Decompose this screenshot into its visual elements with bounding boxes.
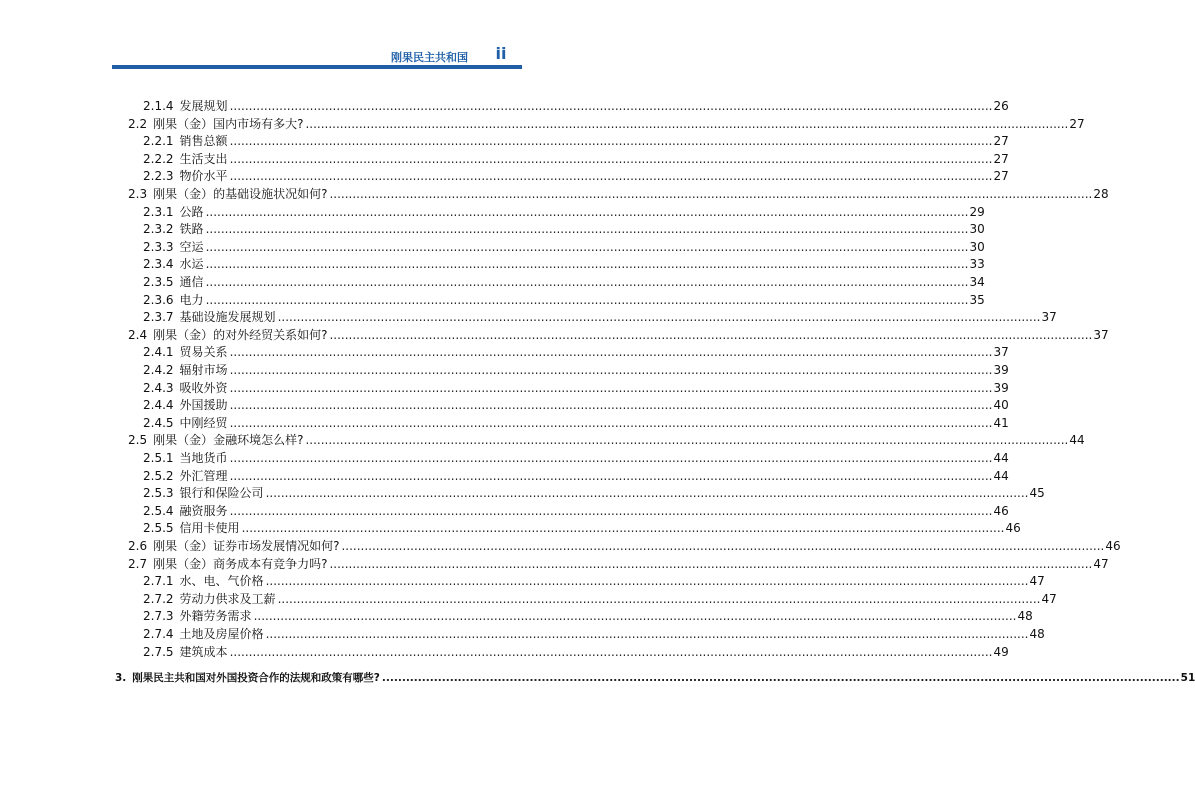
toc-entry-title: 外汇管理 — [179, 468, 228, 483]
toc-entry-number: 2.3.4 — [143, 257, 174, 272]
toc-entry-page: 35 — [969, 292, 985, 307]
toc-entry-title: 中刚经贸 — [179, 415, 228, 430]
toc-entry-title: 刚果（金）商务成本有竞争力吗? — [153, 556, 328, 571]
toc-leader-dots: ........................................................................................................................................................................................................ — [329, 187, 1093, 201]
toc-entry-title: 发展规划 — [179, 99, 228, 113]
toc-leader-dots: ........................................................................................................................................................................................................ — [229, 169, 993, 184]
toc-entry-number: 2.7.1 — [143, 574, 174, 589]
toc-entry-page: 26 — [993, 99, 1009, 113]
toc-entry-title: 信用卡使用 — [179, 521, 240, 536]
toc-entry-number: 2.3.6 — [143, 292, 174, 307]
toc-entry-title: 辐射市场 — [179, 363, 228, 377]
toc-entry-number: 2.4.1 — [143, 345, 174, 360]
toc-entry-title: 铁路 — [179, 222, 204, 237]
toc-entry-title: 刚果（金）国内市场有多大? — [153, 116, 304, 131]
toc-entry-number: 2.3.2 — [143, 222, 174, 237]
toc-entry-number: 2.4 — [128, 327, 148, 342]
toc-entry-page: 30 — [969, 222, 985, 237]
toc-entry-title: 物价水平 — [179, 169, 228, 184]
toc-entry-title: 建筑成本 — [179, 644, 228, 659]
toc-leader-dots: ........................................................................................................................................................................................................ — [205, 222, 969, 237]
toc-entry-title: 劳动力供求及工薪 — [179, 591, 276, 606]
toc-leader-dots: ........................................................................................................................................................................................................ — [229, 415, 993, 430]
toc-entry-title: 刚果（金）金融环境怎么样? — [153, 433, 304, 448]
toc-entry-number: 2.7 — [128, 556, 148, 571]
toc-entry[interactable] — [143, 342, 1009, 360]
toc-entry-page: 49 — [993, 644, 1009, 659]
toc-entry[interactable] — [128, 325, 1109, 342]
toc-leader-dots: ........................................................................................................................................................................................................ — [341, 539, 1105, 553]
toc-leader-dots: ........................................................................................................................................................................................................ — [229, 398, 993, 413]
toc-entry-number: 2.4.3 — [143, 380, 174, 395]
toc-entry-number: 2.3.7 — [143, 310, 174, 325]
toc-entry-page: 48 — [1017, 609, 1033, 624]
toc-leader-dots: ........................................................................................................................................................................................................ — [205, 204, 969, 219]
toc-entry-number: 2.5.4 — [143, 503, 174, 518]
toc-entry-page: 41 — [993, 415, 1009, 430]
toc-entry[interactable] — [115, 668, 1195, 685]
toc-leader-dots: ........................................................................................................................................................................................................ — [205, 239, 969, 254]
toc-entry-page: 44 — [993, 451, 1009, 465]
toc-entry-page: 37 — [1093, 327, 1109, 342]
toc-leader-dots: ........................................................................................................................................................................................................ — [265, 627, 1029, 641]
toc-entry-page: 33 — [969, 257, 985, 272]
toc-entry[interactable] — [143, 483, 1045, 501]
toc-entry-title: 水、电、气价格 — [179, 574, 264, 589]
toc-entry-page: 45 — [1029, 486, 1045, 501]
toc-entry-number: 2.7.5 — [143, 644, 174, 659]
toc-entry-number: 2.5.3 — [143, 486, 174, 501]
toc-entry-page: 48 — [1029, 627, 1045, 641]
toc-leader-dots: ........................................................................................................................................................................................................ — [265, 574, 1029, 589]
header-title: 刚果民主共和国 — [391, 51, 468, 64]
toc-entry-number: 2.3.5 — [143, 275, 174, 289]
toc-entry[interactable] — [128, 554, 1109, 571]
toc-leader-dots: ........................................................................................................................................................................................................ — [229, 151, 993, 166]
toc-entry-page: 40 — [993, 398, 1009, 413]
toc-entry[interactable] — [143, 166, 1009, 184]
toc-entry[interactable] — [143, 219, 985, 237]
toc-leader-dots: ........................................................................................................................................................................................................ — [205, 292, 969, 307]
toc-leader-dots: ........................................................................................................................................................................................................ — [205, 275, 969, 289]
toc-entry-number: 2.3 — [128, 187, 148, 201]
toc-leader-dots: ........................................................................................................................................................................................................ — [229, 345, 993, 360]
toc-leader-dots: ........................................................................................................................................................................................................ — [229, 134, 993, 149]
toc-entry-title: 通信 — [179, 275, 204, 289]
toc-entry-number: 2.7.2 — [143, 591, 174, 606]
header-rule — [112, 65, 522, 69]
toc-entry-page: 27 — [1069, 116, 1085, 131]
toc-entry[interactable] — [143, 378, 1009, 395]
toc-entry-page: 39 — [993, 363, 1009, 377]
toc-entry[interactable] — [143, 413, 1009, 430]
toc-entry[interactable] — [143, 290, 985, 307]
toc-entry-number: 2.4.2 — [143, 363, 174, 377]
toc-entry[interactable] — [143, 131, 1009, 149]
toc-entry[interactable] — [143, 518, 1021, 536]
toc-leader-dots: ........................................................................................................................................................................................................ — [265, 486, 1029, 501]
toc-entry-number: 2.2.1 — [143, 134, 174, 149]
toc-entry-number: 2.2.2 — [143, 151, 174, 166]
toc-entry-title: 刚果（金）的基础设施状况如何? — [153, 187, 328, 201]
toc-entry[interactable] — [143, 642, 1009, 659]
toc-entry-number: 2.2 — [128, 116, 148, 131]
toc-leader-dots: ........................................................................................................................................................................................................ — [229, 468, 993, 483]
toc-entry-page: 27 — [993, 169, 1009, 184]
toc-entry-number: 2.5.5 — [143, 521, 174, 536]
toc-entry-page: 47 — [1041, 591, 1057, 606]
toc-leader-dots: ........................................................................................................................................................................................................ — [329, 327, 1093, 342]
toc-entry[interactable] — [143, 606, 1033, 624]
toc-entry-title: 基础设施发展规划 — [179, 310, 276, 325]
toc-entry-number: 2.5.2 — [143, 468, 174, 483]
toc-entry-title: 电力 — [179, 292, 204, 307]
toc-entry-page: 29 — [969, 204, 985, 219]
toc-leader-dots: ........................................................................................................................................................................................................ — [229, 380, 993, 395]
toc-entry[interactable] — [143, 237, 985, 254]
toc-entry-page: 37 — [1041, 310, 1057, 325]
toc-entry[interactable] — [143, 466, 1009, 483]
page-number: ii — [495, 44, 507, 63]
toc-entry-title: 外国援助 — [179, 398, 228, 413]
toc-entry-page: 28 — [1093, 187, 1109, 201]
toc-entry-title: 公路 — [179, 204, 204, 219]
toc-entry[interactable] — [143, 254, 985, 272]
toc-entry-page: 44 — [1069, 433, 1085, 448]
toc-entry[interactable] — [128, 184, 1109, 201]
toc-leader-dots: ........................................................................................................................................................................................................ — [229, 99, 993, 113]
toc-leader-dots: ........................................................................................................................................................................................................ — [253, 609, 1017, 624]
toc-entry-number: 2.4.5 — [143, 415, 174, 430]
toc-entry-number: 2.6 — [128, 539, 148, 553]
toc-entry-title: 银行和保险公司 — [179, 486, 264, 501]
toc-entry-page: 46 — [1105, 539, 1121, 553]
toc-leader-dots: ........................................................................................................................................................................................................ — [277, 310, 1041, 325]
toc-entry[interactable] — [143, 571, 1045, 589]
toc-entry-title: 水运 — [179, 257, 204, 272]
toc-leader-dots: ........................................................................................................................................................................................................ — [229, 503, 993, 518]
toc-entry[interactable] — [143, 448, 1009, 465]
toc-entry-page: 37 — [993, 345, 1009, 360]
toc-entry-page: 39 — [993, 380, 1009, 395]
toc-entry-page: 34 — [969, 275, 985, 289]
toc-entry-number: 2.3.1 — [143, 204, 174, 219]
toc-entry-title: 刚果（金）证券市场发展情况如何? — [153, 539, 340, 553]
toc-entry-number: 2.1.4 — [143, 99, 174, 113]
toc-entry-title: 刚果（金）的对外经贸关系如何? — [153, 327, 328, 342]
toc-entry[interactable] — [128, 114, 1085, 131]
toc-entry-title: 土地及房屋价格 — [179, 627, 264, 641]
toc-entry[interactable] — [143, 307, 1057, 325]
toc-leader-dots: ........................................................................................................................................................................................................ — [277, 591, 1041, 606]
toc-entry[interactable] — [143, 624, 1045, 641]
toc-entry-title: 销售总额 — [179, 134, 228, 149]
toc-entry-number: 2.4.4 — [143, 398, 174, 413]
toc-entry-number: 2.5.1 — [143, 451, 174, 465]
toc-entry[interactable] — [143, 149, 1009, 166]
toc-leader-dots: ........................................................................................................................................................................................................ — [229, 363, 993, 377]
toc-entry-title: 生活支出 — [179, 151, 228, 166]
toc-entry-title: 空运 — [179, 239, 204, 254]
toc-entry[interactable] — [143, 96, 1009, 113]
toc-entry-page: 46 — [1005, 521, 1021, 536]
toc-entry[interactable] — [143, 360, 1009, 377]
toc-entry-page: 46 — [993, 503, 1009, 518]
toc-entry-number: 2.2.3 — [143, 169, 174, 184]
toc-leader-dots: ........................................................................................................................................................................................................ — [229, 451, 993, 465]
toc-entry-page: 27 — [993, 151, 1009, 166]
toc-entry-page: 47 — [1093, 556, 1109, 571]
toc-entry[interactable] — [143, 501, 1009, 518]
toc-entry-title: 外籍劳务需求 — [179, 609, 252, 624]
toc-entry-title: 贸易关系 — [179, 345, 228, 360]
toc-entry-number: 2.3.3 — [143, 239, 174, 254]
toc-entry-title: 融资服务 — [179, 503, 228, 518]
toc-leader-dots: ........................................................................................................................................................................................................ — [305, 433, 1069, 448]
toc-entry-title: 吸收外资 — [179, 380, 228, 395]
toc-entry-page: 27 — [993, 134, 1009, 149]
toc-entry-page: 30 — [969, 239, 985, 254]
toc-entry-title: 刚果民主共和国对外国投资合作的法规和政策有哪些? — [132, 672, 380, 684]
toc-entry-number: 3. — [115, 672, 127, 684]
toc-entry[interactable] — [143, 589, 1057, 606]
toc-entry-page: 44 — [993, 468, 1009, 483]
toc-entry-number: 2.5 — [128, 433, 148, 448]
toc-entry-page: 47 — [1029, 574, 1045, 589]
toc-leader-dots: ........................................................................................................................................................................................................ — [329, 556, 1093, 571]
toc-leader-dots: ........................................................................................................................................................................................................ — [241, 521, 1005, 536]
toc-leader-dots: ........................................................................................................................................................................................................ — [305, 116, 1069, 131]
toc-entry[interactable] — [143, 202, 985, 219]
toc-leader-dots: ........................................................................................................................................................................................................ — [205, 257, 969, 272]
toc-entry-title: 当地货币 — [179, 451, 228, 465]
toc-entry[interactable] — [128, 430, 1085, 448]
toc-entry[interactable] — [143, 272, 985, 289]
toc-leader-dots: ........................................................................................................................................................................................................ — [381, 672, 1180, 684]
toc-entry-number: 2.7.4 — [143, 627, 174, 641]
toc-entry[interactable] — [143, 395, 1009, 413]
toc-leader-dots: ........................................................................................................................................................................................................ — [229, 644, 993, 659]
toc-entry-number: 2.7.3 — [143, 609, 174, 624]
toc-entry-page: 51 — [1180, 672, 1195, 684]
toc-entry[interactable] — [128, 536, 1121, 553]
